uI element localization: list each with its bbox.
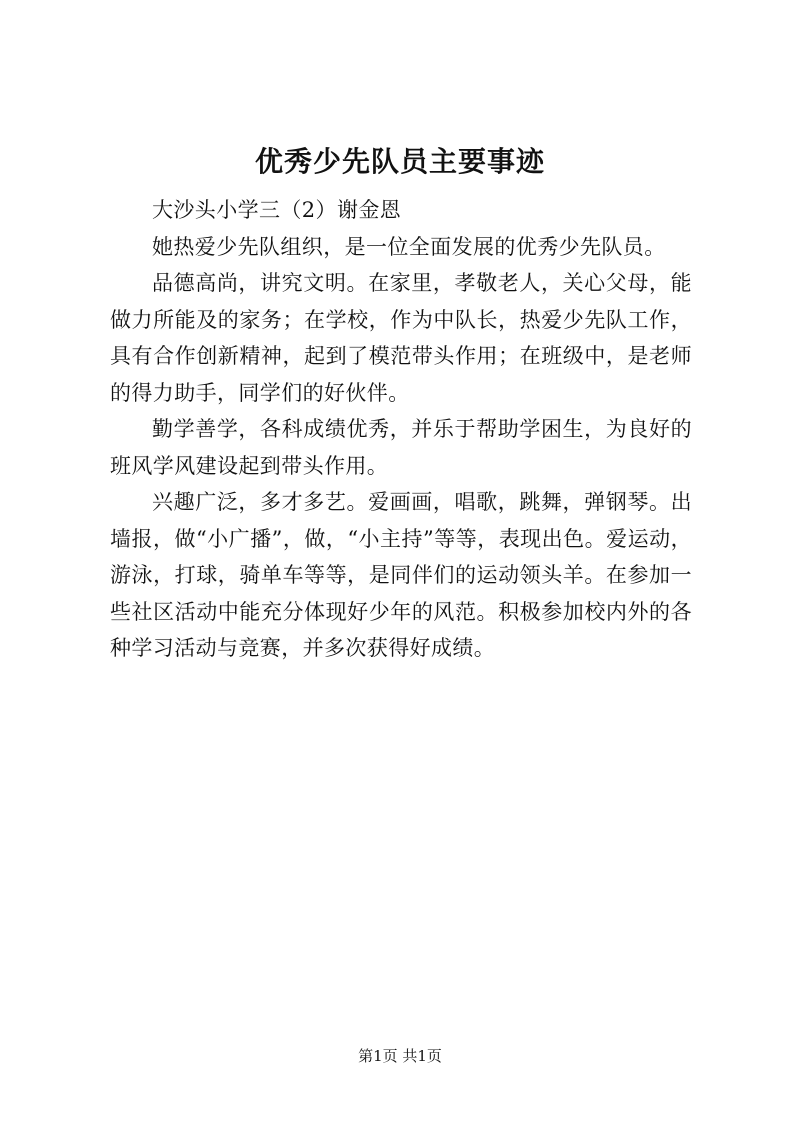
paragraph-character: 品德高尚，讲究文明。在家里，孝敬老人，关心父母，能做力所能及的家务；在学校，作为中队长，热爱少先队工作，具有合作创新精神，起到了模范带头作用；在班级中，是老师的得力助手，同学们的好伙伴。 [110,271,692,405]
paragraph-intro: 她热爱少先队组织，是一位全面发展的优秀少先队员。 [152,234,666,259]
page-footer: 第1页 共1页 [358,1047,442,1065]
author-line: 大沙头小学三（2）谢金恩 [152,198,402,222]
document-title: 优秀少先队员主要事迹 [254,145,545,178]
document-body [110,192,692,667]
paragraph-study: 勤学善学，各科成绩优秀，并乐于帮助学困生，为良好的班风学风建设起到带头作用。 [110,417,692,478]
paragraph-interests: 兴趣广泛，多才多艺。爱画画，唱歌，跳舞，弹钢琴。出墙报，做“小广播”，做，“小主持”等等，表现出色。爱运动，游泳，打球，骑单车等等，是同伴们的运动领头羊。在参加一些社区活动中能充分体现好少年的风范。积极参加校内外的各种学习活动与竞赛，并多次获得好成绩。 [110,490,692,660]
